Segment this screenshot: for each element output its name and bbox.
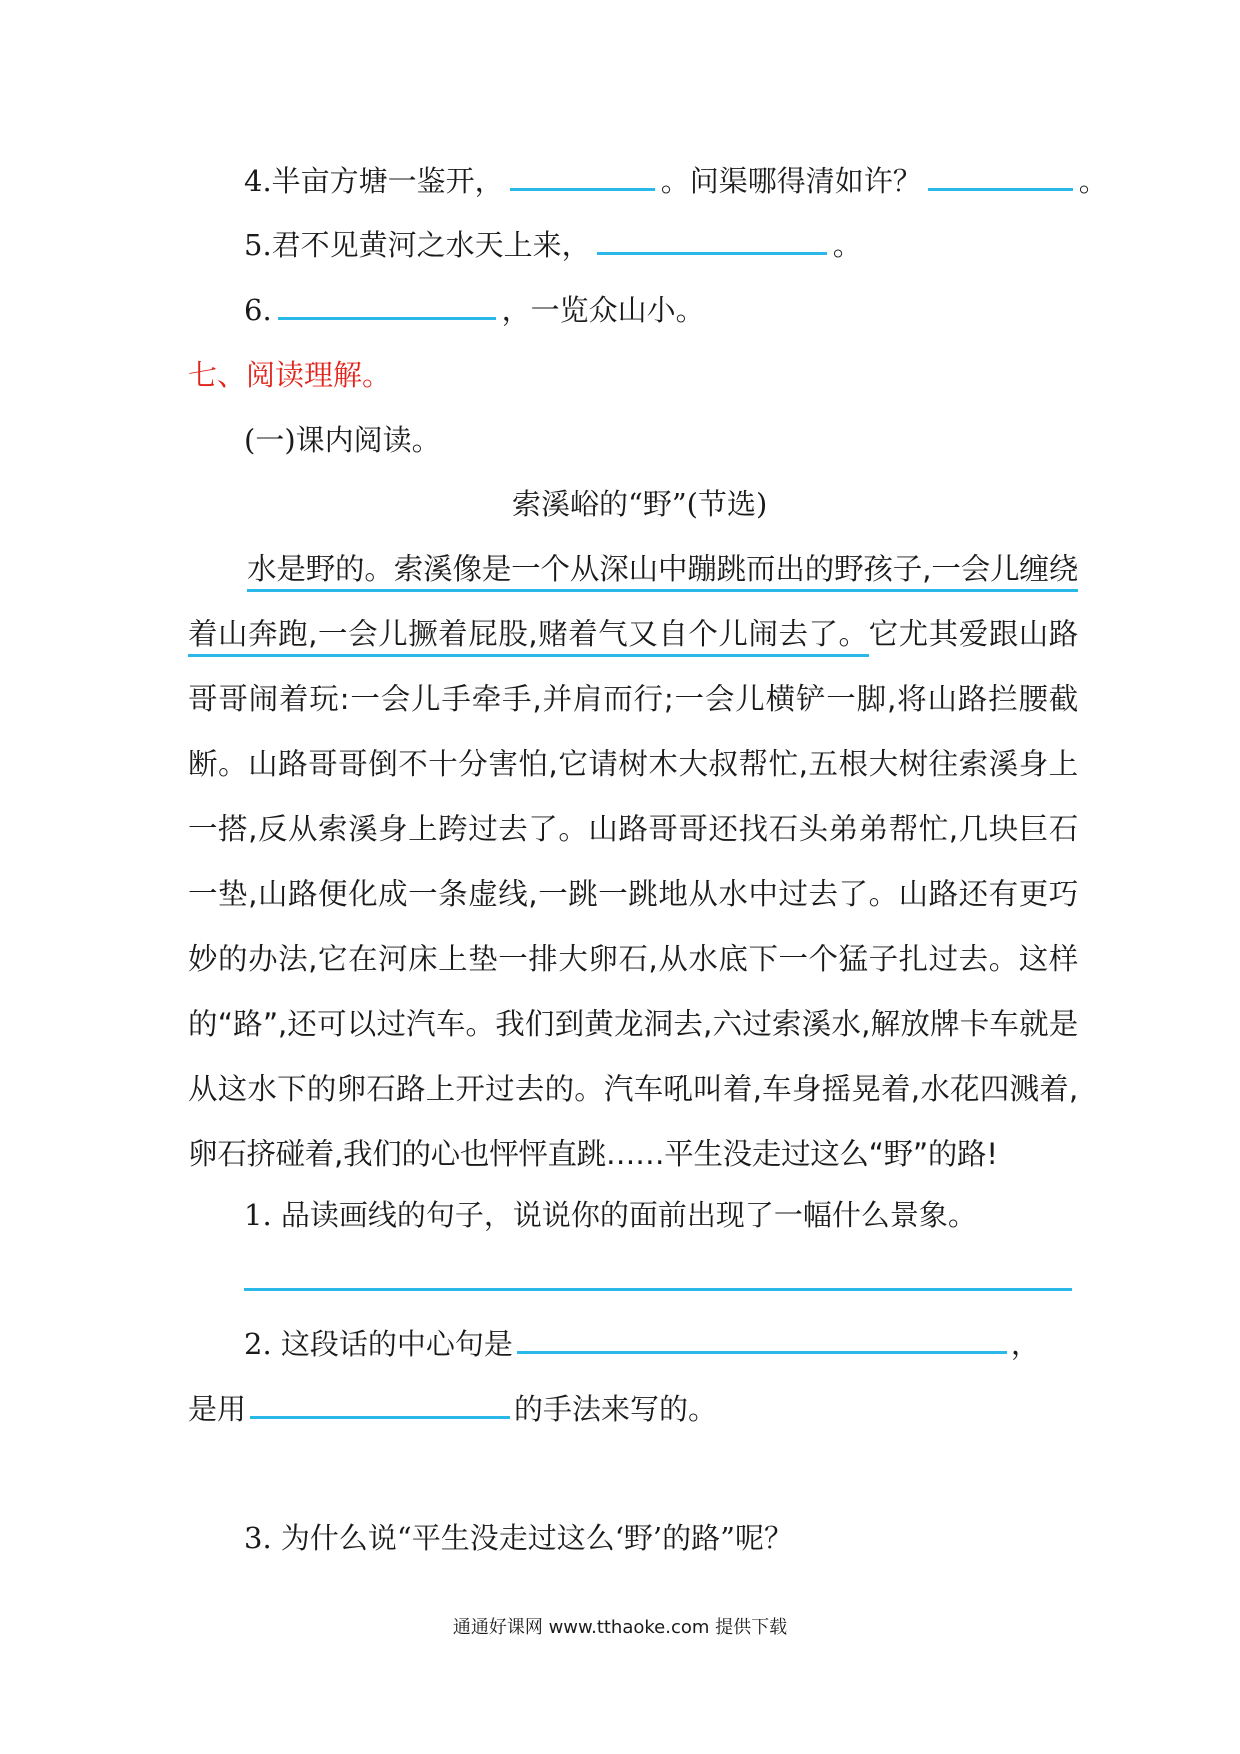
article-title: 索溪峪的“野”(节选)	[512, 487, 768, 521]
question-2-text: 2. 这段话的中心句是	[244, 1327, 513, 1361]
question-4-number: 4.	[244, 164, 272, 198]
answer-blank[interactable]	[517, 1325, 1007, 1354]
question-2-comma: ，	[1010, 1327, 1040, 1361]
section-title: 七、阅读理解。	[188, 358, 392, 392]
question-2-continued	[188, 1389, 717, 1429]
question-3: 3. 为什么说“平生没走过这么‘野’的路”呢？	[244, 1521, 793, 1555]
question-4-text: 半亩方塘一鉴开，	[271, 164, 504, 198]
answer-blank[interactable]	[510, 162, 655, 191]
question-4	[244, 161, 1108, 201]
question-6	[244, 290, 705, 330]
question-6-number: 6.	[244, 293, 272, 327]
question-6-end: ，一览众山小。	[501, 293, 705, 327]
question-4-text-2: 。问渠哪得清如许？	[660, 164, 922, 198]
question-5-end: 。	[832, 228, 862, 262]
answer-blank[interactable]	[250, 1390, 510, 1419]
question-2-text-b: 是用	[188, 1392, 247, 1426]
question-4-end: 。	[1078, 164, 1108, 198]
footer-credit: 通通好课网 www.tthaoke.com 提供下载	[452, 1617, 788, 1638]
answer-line[interactable]	[244, 1288, 1072, 1291]
underlined-sentence: 水是野的。索溪像是一个从深山中蹦跳而出的野孩子,一会儿缠绕着山奔跑,一会儿撅着屁股,赌着气又自个儿闹去了。	[188, 552, 1078, 657]
answer-blank[interactable]	[928, 162, 1073, 191]
question-5-text: 君不见黄河之水天上来，	[271, 228, 591, 262]
answer-blank[interactable]	[597, 226, 827, 255]
question-1: 1. 品读画线的句子，说说你的面前出现了一幅什么景象。	[244, 1198, 977, 1232]
answer-blank[interactable]	[278, 291, 496, 320]
question-5-number: 5.	[244, 228, 272, 262]
passage-text: 它尤其爱跟山路哥哥闹着玩:一会儿手牵手,并肩而行;一会儿横铲一脚,将山路拦腰截断。山路哥哥倒不十分害怕,它请树木大叔帮忙,五根大树往索溪身上一搭,反从索溪身上跨过去了。山路哥哥还找石头弟弟帮忙,几块巨石一垫,山路便化成一条虚线,一跳一跳地从水中过去了。山路还有更巧妙的办法,它在河床上垫一排大卵石,从水底下一个猛子扎过去。这样的“路”,还可以过汽车。我们到黄龙洞去,六过索溪水,解放牌卡车就是从这水下的卵石路上开过去的。汽车吼叫着,车身摇晃着,水花四溅着,卵石挤碰着,我们的心也怦怦直跳……平生没走过这么“野”的路!	[188, 617, 1079, 1171]
question-2	[244, 1324, 1040, 1364]
question-5	[244, 225, 862, 265]
section-subtitle: (一)课内阅读。	[244, 423, 441, 457]
question-2-text-c: 的手法来写的。	[514, 1392, 718, 1426]
reading-passage	[188, 537, 1078, 1187]
